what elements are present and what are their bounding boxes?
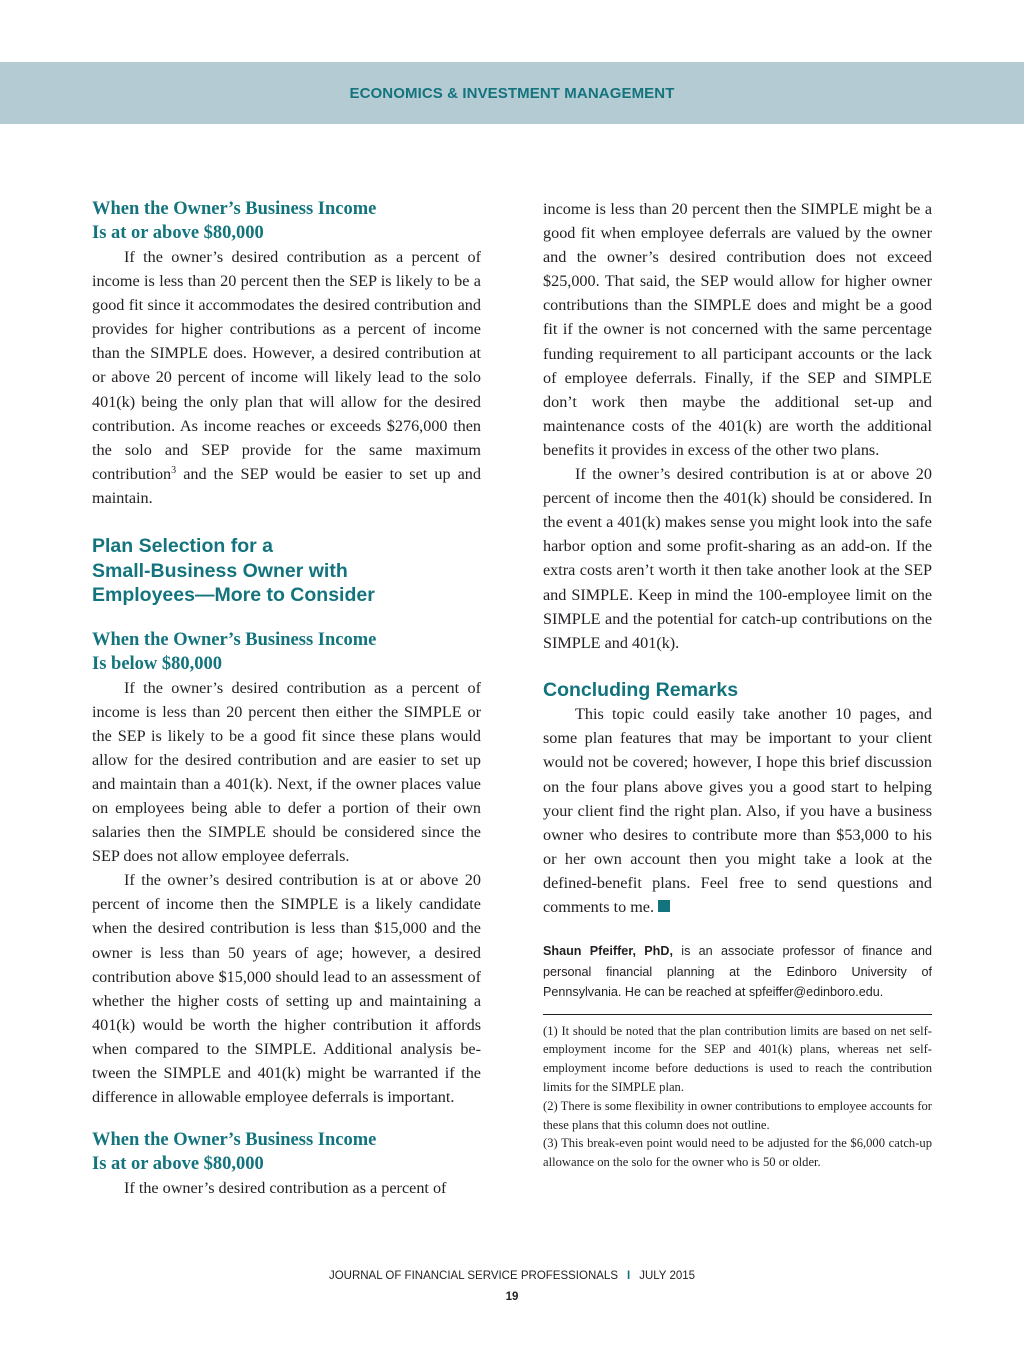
footnote-ref: 3	[171, 464, 177, 476]
paragraph: If the owner’s desired contribution is at or above 20 percent of income then the 401(k) should be considered. In the event a 401(k) makes sense you might look into the safe harbor option and some profit-sharing as an add-on. If the extra costs aren’t worth it then take another look at the SEP and SIMPLE. Keep in mind the 100-employee limit on the SIMPLE and the potential for catch-up contributions on the SIMPLE and 401(k).	[543, 465, 932, 652]
paragraph: If the owner’s desired contribution as a percent of	[124, 1179, 447, 1198]
section-heading-concluding-remarks: Concluding Remarks	[543, 678, 739, 701]
journal-name: JOURNAL OF FINANCIAL SERVICE PROFESSIONALS	[328, 1270, 618, 1282]
end-mark-icon	[658, 900, 670, 912]
paragraph: If the owner’s desired contribution as a percent of income is less than 20 percent then the SEP is likely to be a good fit since it accommodates the desired contribution and provides for higher contributions as a percent of income than the SIMPLE does. However, a desired contribution at or above 20 percent of income will likely lead to the solo 401(k) being the only plan that will allow for the desired contribution. As income reaches or exceeds $276,000 then the solo and SEP provide for the same maximum contribution$^3$ and the SEP would be easier to set up and maintain.	[92, 248, 481, 507]
paragraph: If the owner’s desired contribution as a percent of income is less than 20 percent then either the SIMPLE or the SEP is likely to be a good fit since these plans would allow for the desired contribution and are easier to set up and maintain than a 401(k). Next, if the owner places value on employees being able to defer a portion of their own salaries then the SIMPLE should be considered since the SEP does not allow employee deferrals.	[92, 678, 481, 866]
issue-date: JULY 2015	[639, 1270, 696, 1282]
footnote: (2) There is some flexibility in owner contributions to employee accounts for these plans that this column does not outline.	[543, 1098, 932, 1132]
paragraph: This topic could easily take another 10 pages, and some plan features that may be important to your client would not be covered; however, I hope this brief discussion on the four plans above gives you a good start to helping your client find the right plan. Also, if you have a business owner who desires to contribute more than $53,000 to his or her own account then you might take a look at the defined-benefit plans. Feel free to send questions and comments to me.	[543, 705, 932, 917]
journal-footer	[0, 1270, 1024, 1282]
left-column	[92, 197, 481, 1200]
section-heading-plan-selection: Plan Selection for a Small-Business Owner with Employees—More to Consider	[92, 535, 375, 607]
footnote-divider	[543, 1014, 932, 1015]
footnote: (1) It should be noted that the plan contribution limits are based on net self-employment income for the SEP and 401(k) plans, whereas net self-employment income before deductions is used to reach the contribution limits for the SIMPLE plan.	[543, 1023, 932, 1095]
author-name: Shaun Pfeiffer, PhD,	[543, 944, 673, 959]
footnotes	[543, 1022, 932, 1172]
subheading-income-above-80000-2: When the Owner’s Business Income Is at or above $80,000	[92, 1130, 377, 1175]
paragraph: income is less than 20 percent then the SIMPLE might be a good fit when employee deferrals are valued by the owner and the owner’s desired contribution does not exceed $25,000. That said, the SEP would allow for higher owner contributions than the SIMPLE does and might be a good fit if the owner is not concerned with the same percentage funding requirement to all participant accounts or the lack of employee deferrals. Finally, if the SEP and SIMPLE don’t work then maybe the additional set-up and maintenance costs of the 401(k) are worth the additional benefits it provides in excess of the other two plans.	[543, 200, 932, 459]
subheading-income-above-80000: When the Owner’s Business Income Is at or above $80,000	[92, 199, 377, 243]
paragraph: If the owner’s desired contribution is at or above 20 percent of income then the SIMPLE is a likely candidate when the desired contribution is less than $15,000 and the owner is less than 50 years of age; however, a desired contribution above $15,000 should lead to an assessment of whether the higher costs of setting up and maintaining a 401(k) would be worth the higher contribution it affords when compared to the SIMPLE. Additional analysis between the SIMPLE and 401(k) might be warranted if the difference in allowable employee deferrals is important.	[92, 871, 481, 1107]
page-number: 19	[505, 1291, 519, 1303]
subheading-income-below-80000: When the Owner’s Business Income Is below $80,000	[92, 629, 377, 674]
right-column	[543, 197, 932, 1172]
footer-separator: I	[627, 1270, 631, 1282]
section-title: ECONOMICS & INVESTMENT MANAGEMENT	[349, 84, 675, 102]
footnote: (3) This break-even point would need to be adjusted for the $6,000 catch-up allowance on the solo for the owner who is 50 or older.	[543, 1136, 932, 1170]
section-banner	[0, 62, 1024, 124]
author-bio: Shaun Pfeiffer, PhD, is an associate professor of finance and personal financial planning at the Edinboro University of Pennsylvania. He can be reached at spfeiffer@edinboro.edu.	[543, 944, 932, 1000]
